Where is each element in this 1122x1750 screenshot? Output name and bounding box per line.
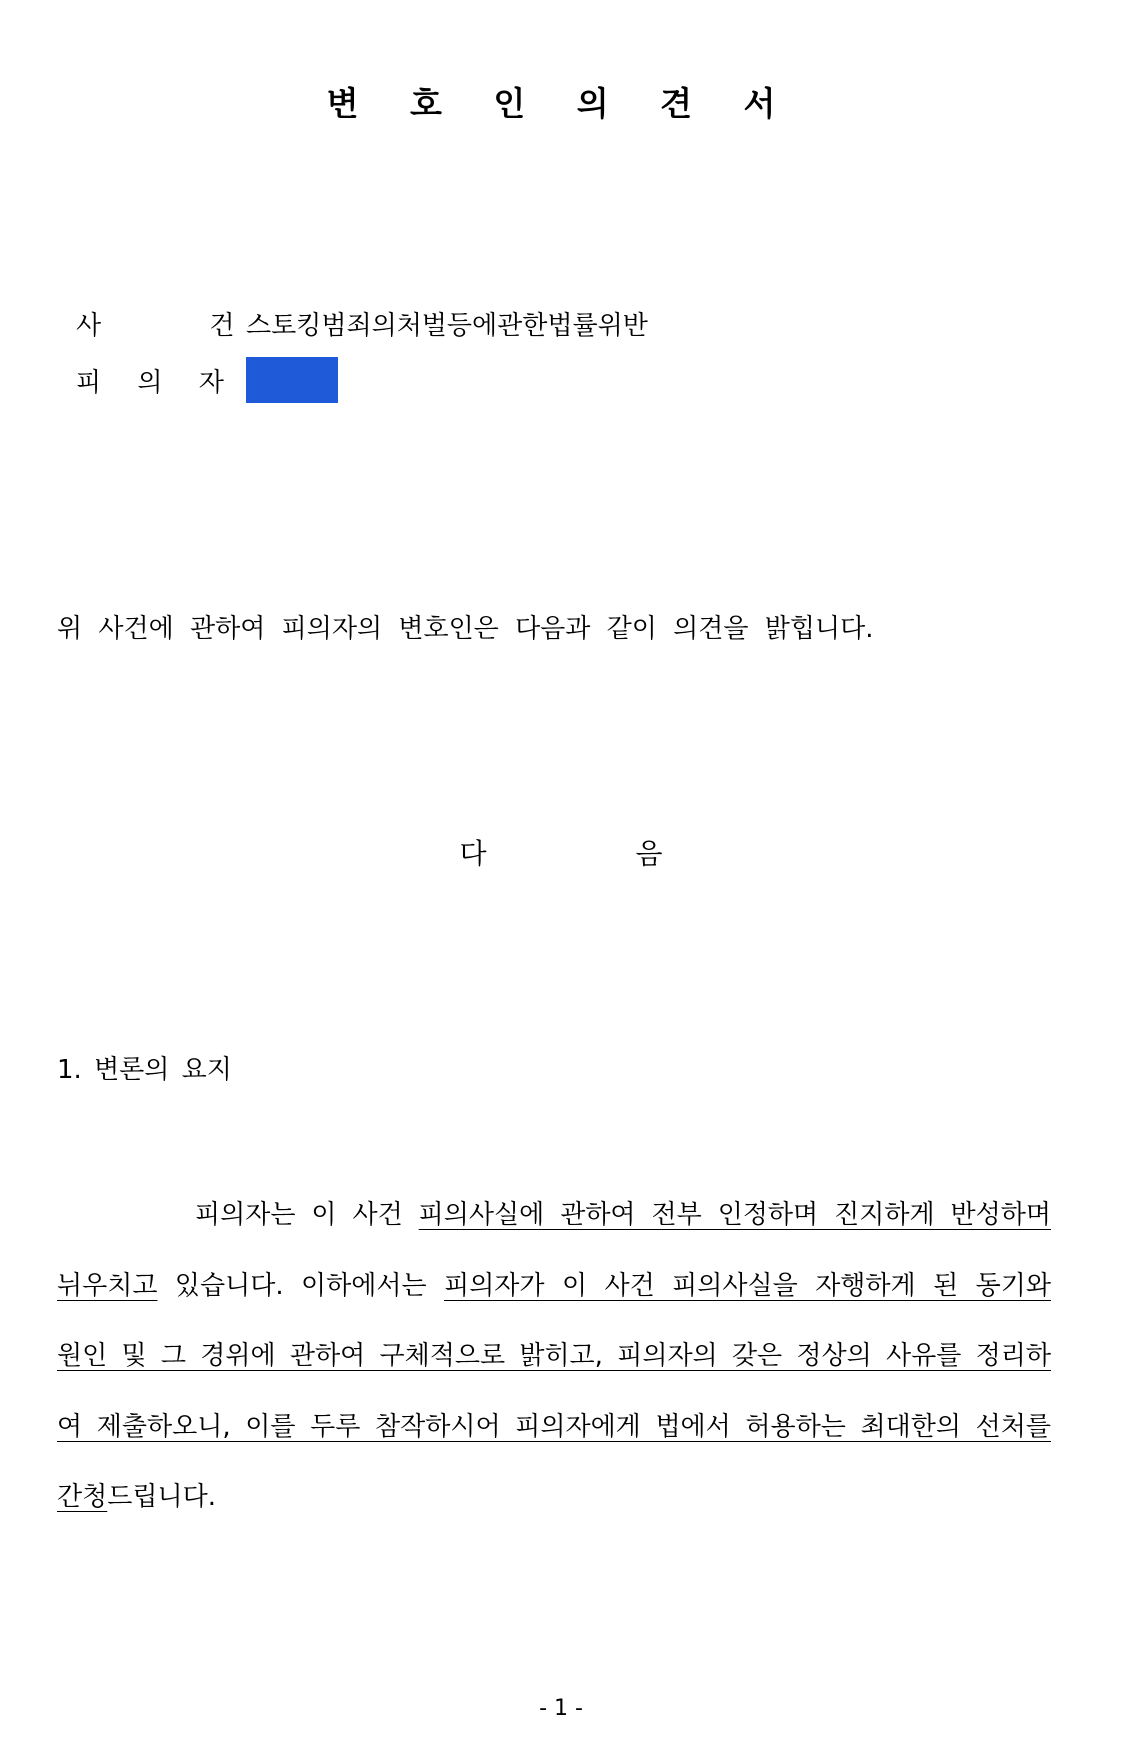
page-number: - 1 - — [539, 1696, 583, 1721]
suspect-name-redaction — [246, 357, 338, 403]
document-title: 변 호 인 의 견 서 — [326, 84, 796, 123]
case-value: 스토킹범죄의처벌등에관한법률위반 — [246, 311, 648, 341]
section-title: 1. 변론의 요지 — [57, 1055, 232, 1085]
section-heading-center: 다 음 — [459, 837, 733, 870]
paragraph-text: 있습니다. 이하에서는 — [157, 1270, 445, 1301]
suspect-label: 피 의 자 — [76, 368, 238, 398]
paragraph-text: 피의자는 이 사건 — [195, 1200, 419, 1230]
paragraph-underlined-text: 피의자가 이 사건 피의사실을 자행하게 된 동기와 원인 및 그 경위에 관하여 구체적으로 밝히고, 피의자의 갖은 정상의 사유를 정리하여 제출하오니, 이를 두루 참작하시어 피의자에게 법에서 허용하는 최대한의 선처를 간청 — [57, 1270, 1052, 1512]
intro-sentence: 위 사건에 관하여 피의자의 변호인은 다음과 같이 의견을 밝힙니다. — [57, 614, 874, 644]
case-label: 사 건 — [76, 311, 285, 341]
paragraph-underlined-text: 피의사실에 관하여 전부 인정하며 진지하게 반성하며 뉘우치고 — [57, 1200, 1051, 1301]
summary-paragraph — [57, 1180, 1051, 1533]
paragraph-text: 드립니다. — [107, 1482, 216, 1512]
